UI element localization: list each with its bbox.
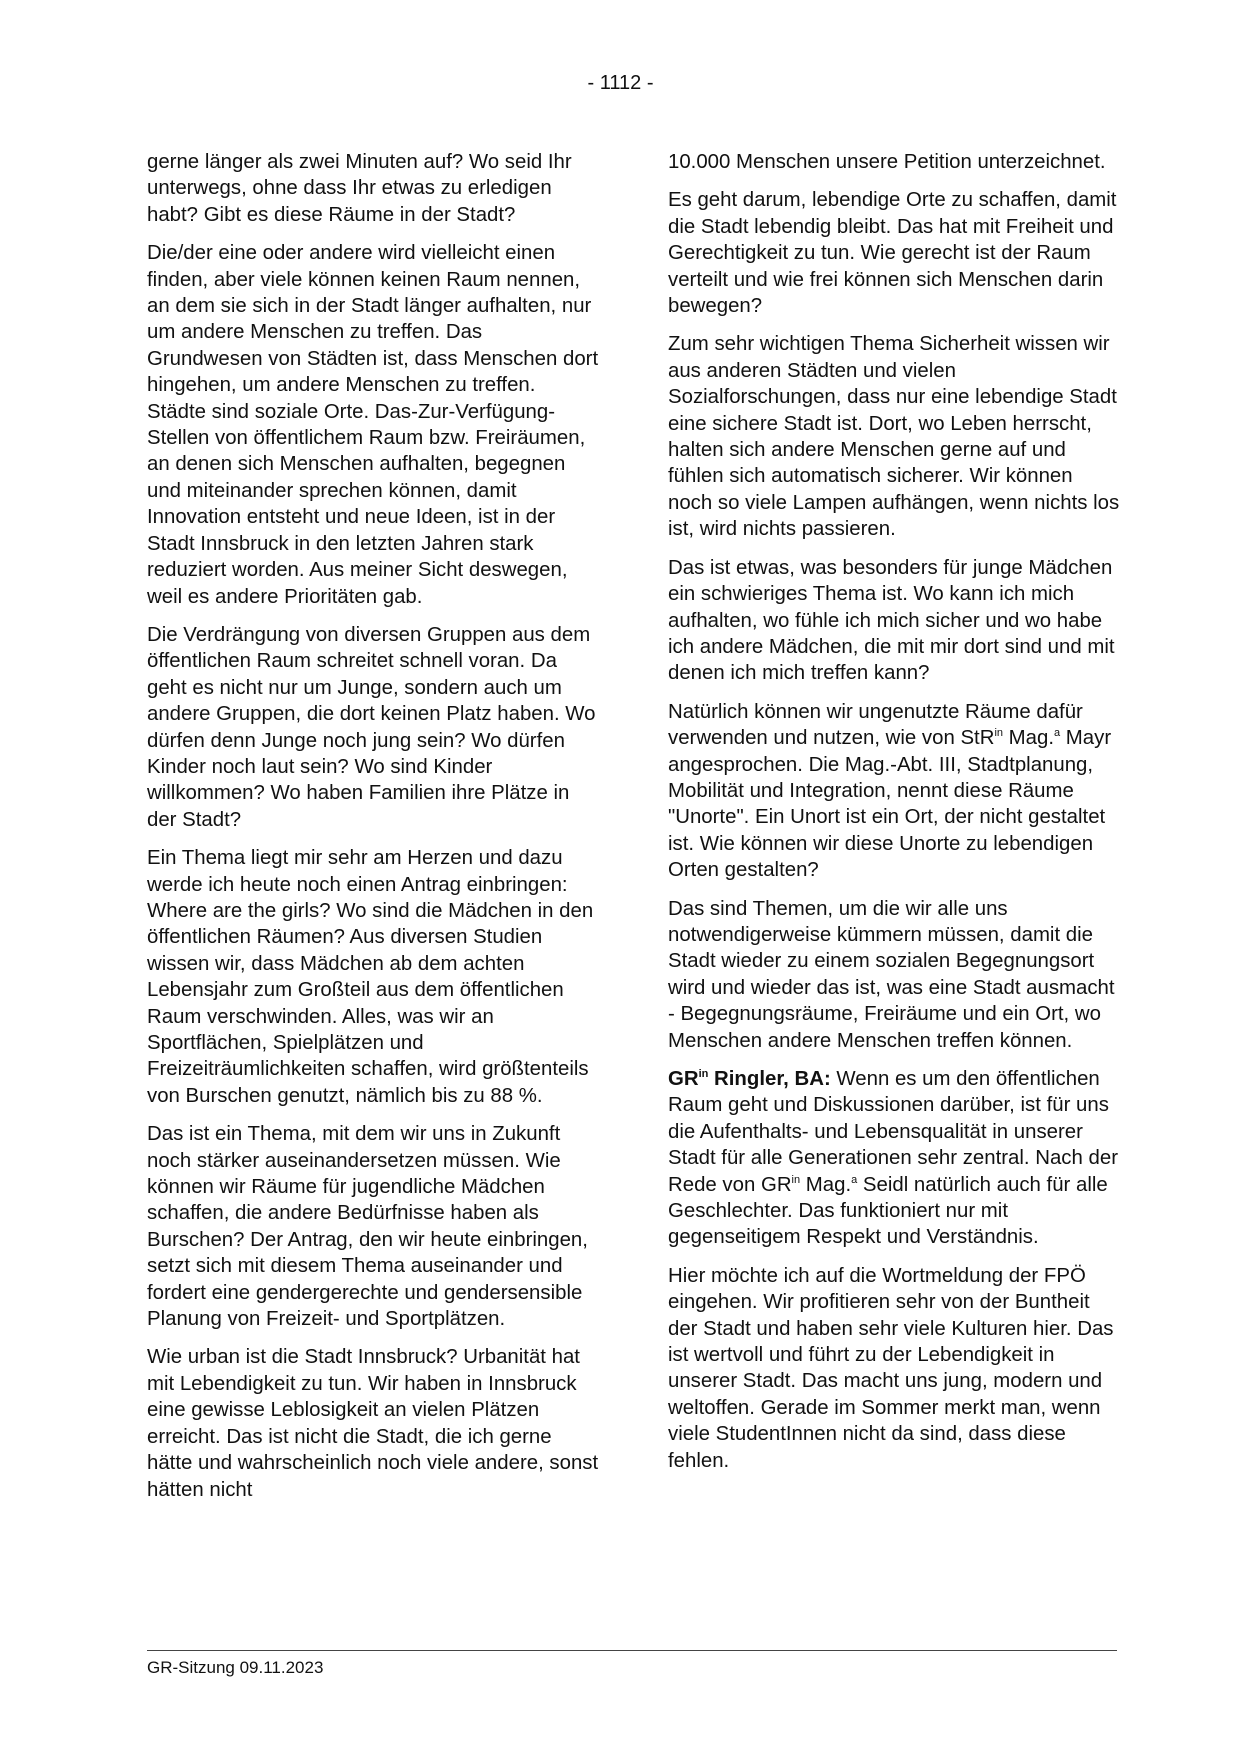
paragraph: Das ist ein Thema, mit dem wir uns in Zukunft noch stärker auseinandersetzen müssen. Wie können wir Räume für jugendliche Mädchen schaffen, die andere Bedürfnisse haben als Burschen? Der Antrag, den wir heute einbringen, setzt sich mit diesem Thema auseinander und fordert eine gendergerechte und gendersensible Planung von Freizeit- und Sportplätzen. (147, 1123, 588, 1331)
speaker-prefix: GR (668, 1068, 699, 1090)
paragraph-unorte (668, 699, 1121, 884)
left-column (147, 149, 600, 1515)
text-segment: Mayr angesprochen. Die Mag.-Abt. III, Stadtplanung, Mobilität und Integration, nennt diese Räume "Unorte". Ein Unort ist ein Ort, der nicht gestaltet ist. Wie können wir diese Unorte zu lebendigen Orten gestalten? (668, 727, 1112, 882)
paragraph: Ein Thema liegt mir sehr am Herzen und dazu werde ich heute noch einen Antrag einbringen: Where are the girls? Wo sind die Mädchen in den öffentlichen Räumen? Aus diversen Studien wissen wir, dass Mädchen ab dem achten Lebensjahr zum Großteil aus dem öffentlichen Raum verschwinden. Alles, was wir an Sportflächen, Spielplätzen und Freizeiträumlichkeiten schaffen, wird größtenteils von Burschen genutzt, nämlich bis zu 88 %. (147, 847, 594, 1107)
paragraph: Die/der eine oder andere wird vielleicht einen finden, aber viele können keinen Raum nennen, an dem sie sich in der Stadt länger aufhalten, nur um andere Menschen zu treffen. Das Grundwesen von Städten ist, dass Menschen dort hingehen, um andere Menschen zu treffen. Städte sind soziale Orte. Das-Zur-Verfügung-Stellen von öffentlichem Raum bzw. Freiräumen, an denen sich Menschen aufhalten, begegnen und miteinander sprechen können, damit Innovation entsteht und neue Ideen, ist in der Stadt Innsbruck in den letzten Jahren stark reduziert worden. Aus meiner Sicht deswegen, weil es andere Prioritäten gab. (147, 242, 599, 608)
paragraph: Hier möchte ich auf die Wortmeldung der FPÖ eingehen. Wir profitieren sehr von der Buntheit der Stadt und haben sehr viele Kulturen hier. Das ist wertvoll und führt zu der Lebendigkeit in unserer Stadt. Das macht uns jung, modern und weltoffen. Gerade im Sommer merkt man, wenn viele StudentInnen nicht da sind, dass diese fehlen. (668, 1264, 1114, 1472)
paragraph: Das ist etwas, was besonders für junge Mädchen ein schwieriges Thema ist. Wo kann ich mich aufhalten, wo fühle ich mich sicher und wo habe ich andere Mädchen, die mit mir dort sind und mit denen ich mich treffen kann? (668, 556, 1115, 685)
text-segment: Wenn es um den öffentlichen Raum geht und Diskussionen darüber, ist für uns die Aufenthalts- und Lebensqualität in unserer Stadt für alle Generationen sehr zentral. Nach der Rede von GR (668, 1068, 1118, 1196)
paragraph: gerne länger als zwei Minuten auf? Wo seid Ihr unterwegs, ohne dass Ihr etwas zu erledigen habt? Gibt es diese Räume in der Stadt? (147, 151, 572, 226)
speaker-paragraph (668, 1066, 1121, 1251)
speaker-label (668, 1068, 831, 1090)
superscript: in (698, 1068, 709, 1080)
superscript: a (851, 1173, 858, 1186)
page-number: - 1112 - (587, 72, 654, 94)
paragraph: Das sind Themen, um die wir alle uns notwendigerweise kümmern müssen, damit die Stadt wieder zu einem sozialen Begegnungsort wird und wieder das ist, was eine Stadt ausmacht - Begegnungsräume, Freiräume und ein Ort, wo Menschen andere Menschen treffen können. (668, 897, 1115, 1052)
paragraph: Wie urban ist die Stadt Innsbruck? Urbanität hat mit Lebendigkeit zu tun. Wir haben in Innsbruck eine gewisse Leblosigkeit an vielen Plätzen erreicht. Das ist nicht die Stadt, die ich gerne hätte und wahrscheinlich noch viele andere, sonst hätten nicht (147, 1346, 599, 1501)
paragraph: Zum sehr wichtigen Thema Sicherheit wissen wir aus anderen Städten und vielen Sozialforschungen, dass nur eine lebendige Stadt eine sichere Stadt ist. Dort, wo Leben herrscht, halten sich andere Menschen gerne auf und fühlen sich automatisch sicherer. Wir können noch so viele Lampen aufhängen, wenn nichts los ist, wird nichts passieren. (668, 333, 1120, 541)
paragraph: 10.000 Menschen unsere Petition unterzeichnet. (668, 151, 1106, 173)
text-segment: Mag. (1003, 727, 1055, 750)
text-segment: Mag. (800, 1173, 852, 1196)
speaker-name: Ringler, BA: (708, 1068, 831, 1090)
superscript: a (1054, 727, 1061, 740)
right-column (668, 149, 1121, 1486)
paragraph: Es geht darum, lebendige Orte zu schaffen, damit die Stadt lebendig bleibt. Das hat mit Freiheit und Gerechtigkeit zu tun. Wie gerecht ist der Raum verteilt und wie frei können sich Menschen darin bewegen? (668, 189, 1117, 318)
text-segment: Seidl natürlich auch für alle Geschlechter. Das funktioniert nur mit gegenseitigem Respekt und Verständnis. (668, 1173, 1108, 1249)
footer-divider (147, 1650, 1117, 1651)
superscript: in (994, 727, 1004, 740)
superscript: in (791, 1173, 801, 1186)
footer-session-label: GR-Sitzung 09.11.2023 (147, 1658, 324, 1677)
text-segment: Natürlich können wir ungenutzte Räume dafür verwenden und nutzen, wie von StR (668, 700, 1083, 750)
paragraph: Die Verdrängung von diversen Gruppen aus dem öffentlichen Raum schreitet schnell voran. Da geht es nicht nur um Junge, sondern auch um andere Gruppen, die dort keinen Platz haben. Wo dürfen denn Junge noch jung sein? Wo dürfen Kinder noch laut sein? Wo sind Kinder willkommen? Wo haben Familien ihre Plätze in der Stadt? (147, 623, 596, 831)
